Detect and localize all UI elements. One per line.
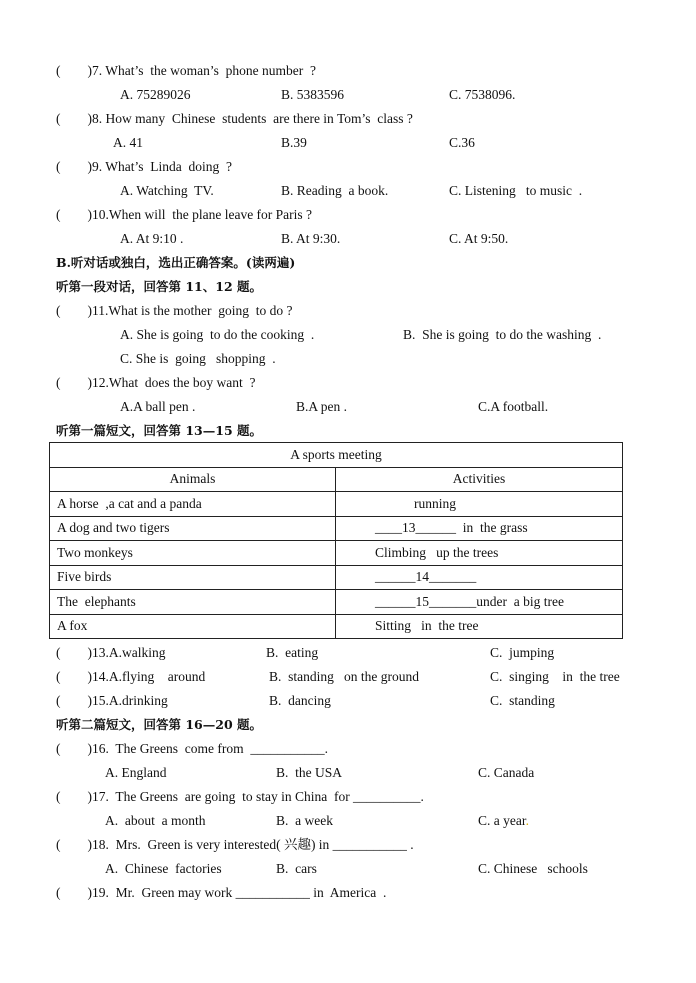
question-17-option-c	[478, 813, 529, 829]
question-10-option-a: A. At 9:10 .	[120, 231, 184, 246]
question-7-option-b: B. 5383596	[281, 87, 345, 102]
question-12-option-a: A.A ball pen .	[120, 399, 196, 414]
question-18-option-b: B. cars	[276, 861, 317, 876]
question-8-option-c: C.36	[449, 135, 475, 150]
question-11-option-b: B. She is going to do the washing .	[403, 327, 602, 342]
question-17-option-b: B. a week	[276, 813, 333, 828]
question-18-option-a: A. Chinese factories	[105, 861, 222, 876]
question-16-option-c: C. Canada	[478, 765, 535, 780]
question-8-stem: ( )8. How many Chinese students are there in Tom’s class ?	[56, 111, 413, 126]
question-12-option-b: B.A pen .	[296, 399, 348, 414]
question-7-option-c: C. 7538096.	[449, 87, 516, 102]
table-row	[50, 516, 623, 541]
table-header-row	[50, 467, 623, 492]
question-14-option-a: ( )14.A.flying around	[56, 669, 206, 684]
dialogue-1-heading: 听第一段对话，回答第 11、12 题。	[56, 279, 262, 294]
question-11-stem: ( )11.What is the mother going to do ?	[56, 303, 293, 318]
question-13-option-a: ( )13.A.walking	[56, 645, 166, 660]
animals-cell: Five birds	[50, 565, 336, 590]
question-17-option-a: A. about a month	[105, 813, 206, 828]
animals-cell: A horse ,a cat and a panda	[50, 492, 336, 517]
question-15-option-b: B. dancing	[269, 693, 331, 708]
question-9-option-b: B. Reading a book.	[281, 183, 389, 198]
activities-cell: ____13______ in the grass	[336, 516, 623, 541]
activities-cell: running	[336, 492, 623, 517]
question-11-option-c: C. She is going shopping .	[120, 351, 276, 366]
activities-cell: ______15_______under a big tree	[336, 590, 623, 615]
activities-cell: Climbing up the trees	[336, 541, 623, 566]
table-title: A sports meeting	[50, 443, 623, 468]
question-14-option-b: B. standing on the ground	[269, 669, 419, 684]
question-9-stem: ( )9. What’s Linda doing ?	[56, 159, 232, 174]
activities-cell: ______14_______	[336, 565, 623, 590]
table-row	[50, 492, 623, 517]
question-16-option-b: B. the USA	[276, 765, 343, 780]
sports-meeting-table	[49, 442, 623, 639]
table-row	[50, 565, 623, 590]
question-18-stem: ( )18. Mrs. Green is very interested( 兴趣) in ___________ .	[56, 837, 414, 852]
table-row	[50, 541, 623, 566]
table-row	[50, 590, 623, 615]
question-18-option-c: C. Chinese schools	[478, 861, 588, 876]
question-12-stem: ( )12.What does the boy want ?	[56, 375, 256, 390]
question-15-option-c: C. standing	[490, 693, 555, 708]
question-13-option-c: C. jumping	[490, 645, 555, 660]
question-9-option-a: A. Watching TV.	[120, 183, 214, 198]
animals-cell: A dog and two tigers	[50, 516, 336, 541]
passage-1-heading: 听第一篇短文，回答第 13—15 题。	[56, 423, 262, 438]
section-b-heading: B.听对话或独白，选出正确答案。(读两遍)	[56, 255, 296, 270]
question-8-option-a: A. 41	[113, 135, 143, 150]
question-10-option-c: C. At 9:50.	[449, 231, 509, 246]
animals-cell: A fox	[50, 614, 336, 639]
question-13-option-b: B. eating	[266, 645, 319, 660]
header-activities: Activities	[336, 467, 623, 492]
question-12-option-c: C.A football.	[478, 399, 549, 414]
question-15-option-a: ( )15.A.drinking	[56, 693, 168, 708]
animals-cell: Two monkeys	[50, 541, 336, 566]
question-7-stem: ( )7. What’s the woman’s phone number ?	[56, 63, 316, 78]
question-11-option-a: A. She is going to do the cooking .	[120, 327, 315, 342]
activities-cell: Sitting in the tree	[336, 614, 623, 639]
question-8-option-b: B.39	[281, 135, 307, 150]
question-19-stem: ( )19. Mr. Green may work ___________ in America .	[56, 885, 387, 900]
highlight-dot: .	[525, 813, 529, 828]
question-16-stem: ( )16. The Greens come from ___________.	[56, 741, 328, 756]
table-row	[50, 614, 623, 639]
question-16-option-a: A. England	[105, 765, 167, 780]
question-10-stem: ( )10.When will the plane leave for Paris ?	[56, 207, 313, 222]
passage-2-heading: 听第二篇短文，回答第 16—20 题。	[56, 717, 262, 732]
table-title-row	[50, 443, 623, 468]
header-animals: Animals	[50, 467, 336, 492]
question-10-option-b: B. At 9:30.	[281, 231, 341, 246]
question-9-option-c: C. Listening to music .	[449, 183, 583, 198]
question-7-option-a: A. 75289026	[120, 87, 191, 102]
question-17-stem: ( )17. The Greens are going to stay in China for __________.	[56, 789, 424, 804]
animals-cell: The elephants	[50, 590, 336, 615]
question-14-option-c: C. singing in the tree	[490, 669, 620, 684]
question-17-option-c-text: C. a year	[478, 813, 526, 828]
